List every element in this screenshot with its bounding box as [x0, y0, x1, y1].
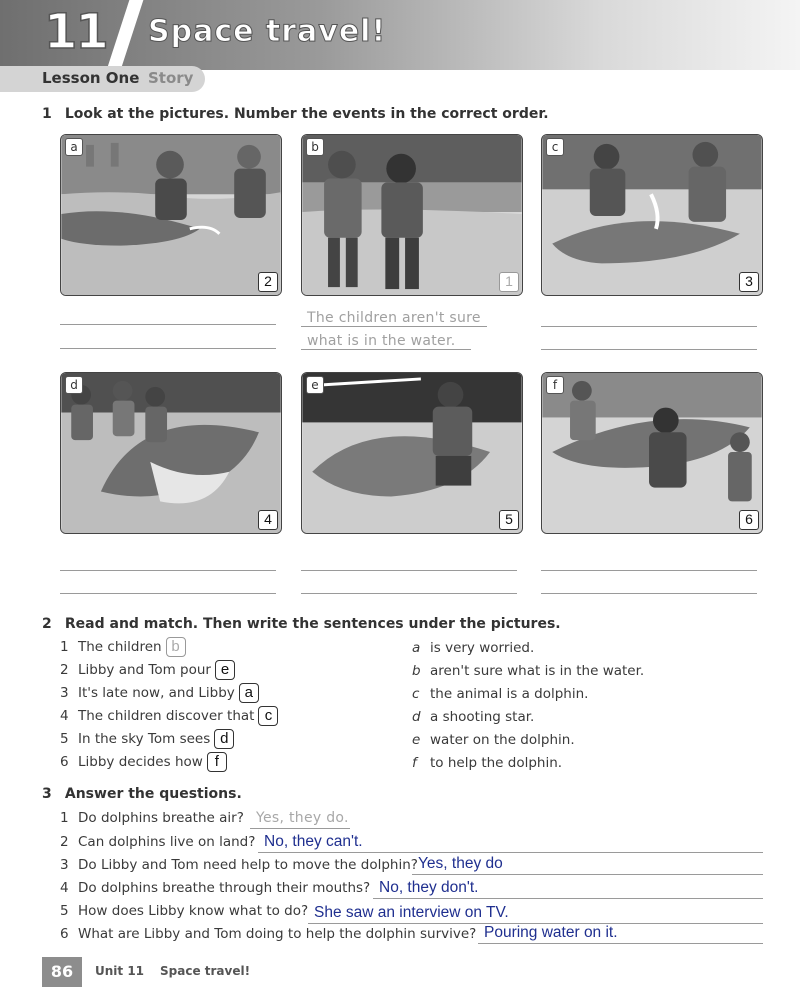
footer-unit-title: Space travel! — [160, 964, 251, 978]
picture-d — [60, 372, 282, 534]
match-start-text: Libby and Tom pour — [78, 662, 211, 678]
writing-line[interactable] — [541, 593, 757, 594]
match-answer-box[interactable]: e — [215, 660, 235, 680]
item-number: 1 — [60, 810, 69, 826]
example-sentence-line2: what is in the water. — [307, 333, 456, 349]
match-start-text: Libby decides how — [78, 754, 203, 770]
ending-text: a shooting star. — [430, 709, 535, 725]
match-start-row — [60, 728, 234, 750]
item-number: 6 — [60, 754, 69, 770]
lesson-label: Lesson One — [42, 69, 140, 87]
item-number: 2 — [60, 834, 69, 850]
match-answer-box[interactable]: c — [258, 706, 278, 726]
exercise1-instruction: Look at the pictures. Number the events in the correct order. — [64, 106, 549, 122]
exercise3-instruction: Answer the questions. — [64, 786, 242, 802]
writing-line[interactable] — [60, 348, 276, 349]
match-ending-row — [412, 752, 562, 774]
match-start-text: The children — [78, 639, 162, 655]
match-ending-row — [412, 683, 588, 705]
writing-line[interactable] — [301, 593, 517, 594]
question-row — [60, 877, 370, 899]
picture-e — [301, 372, 523, 534]
item-number: 6 — [60, 926, 69, 942]
picture-letter: d — [65, 376, 83, 394]
answer-field[interactable]: Pouring water on it. — [478, 922, 763, 944]
order-box[interactable]: 1 — [499, 272, 519, 292]
item-number: 2 — [60, 662, 69, 678]
match-ending-row — [412, 637, 534, 659]
item-number: 4 — [60, 708, 69, 724]
item-number: 3 — [60, 685, 69, 701]
ending-text: is very worried. — [430, 640, 535, 656]
question-row — [60, 831, 255, 853]
item-number: 5 — [60, 903, 69, 919]
ending-letter: f — [412, 755, 417, 771]
match-ending-row — [412, 729, 575, 751]
match-ending-row — [412, 706, 534, 728]
order-box[interactable]: 6 — [739, 510, 759, 530]
match-answer-box[interactable]: b — [166, 637, 186, 657]
order-box[interactable]: 4 — [258, 510, 278, 530]
picture-letter: b — [306, 138, 324, 156]
picture-letter: a — [65, 138, 83, 156]
ending-letter: d — [412, 709, 421, 725]
example-sentence-line1: The children aren't sure — [307, 310, 481, 326]
exercise1-heading — [42, 106, 549, 122]
picture-f — [541, 372, 763, 534]
footer-unit-label: Unit 11 — [95, 964, 145, 978]
picture-letter: e — [306, 376, 324, 394]
item-number: 3 — [60, 857, 69, 873]
picture-a — [60, 134, 282, 296]
writing-line[interactable] — [60, 570, 276, 571]
match-answer-box[interactable]: a — [239, 683, 259, 703]
question-text: Do dolphins breathe air? — [78, 810, 244, 826]
writing-line[interactable] — [541, 349, 757, 350]
exercise3-number: 3 — [42, 786, 52, 802]
match-start-text: In the sky Tom sees — [78, 731, 211, 747]
picture-e-illustration — [302, 373, 522, 533]
match-start-text: It's late now, and Libby — [78, 685, 235, 701]
writing-line[interactable] — [541, 326, 757, 327]
picture-letter: c — [546, 138, 564, 156]
order-box[interactable]: 5 — [499, 510, 519, 530]
writing-line[interactable] — [301, 349, 471, 350]
order-box[interactable]: 2 — [258, 272, 278, 292]
ending-text: the animal is a dolphin. — [430, 686, 589, 702]
match-start-row — [60, 659, 235, 681]
item-number: 1 — [60, 639, 69, 655]
answer-field[interactable]: She saw an interview on TV. — [308, 902, 763, 924]
ending-letter: c — [412, 686, 420, 702]
picture-f-illustration — [542, 373, 762, 533]
exercise2-number: 2 — [42, 616, 52, 632]
unit-number: 11 — [44, 4, 107, 60]
writing-line[interactable] — [301, 326, 487, 327]
match-start-text: The children discover that — [78, 708, 255, 724]
answer-field[interactable]: No, they don't. — [373, 877, 763, 899]
match-start-row — [60, 751, 227, 773]
picture-c — [541, 134, 763, 296]
ending-letter: b — [412, 663, 421, 679]
picture-a-illustration — [61, 135, 281, 295]
match-answer-box[interactable]: d — [214, 729, 234, 749]
ending-text: to help the dolphin. — [430, 755, 563, 771]
answer-field[interactable]: Yes, they do — [412, 853, 763, 875]
writing-line[interactable] — [301, 570, 517, 571]
unit-title: Space travel! — [148, 14, 387, 49]
picture-c-illustration — [542, 135, 762, 295]
exercise2-heading — [42, 616, 561, 632]
ending-letter: a — [412, 640, 421, 656]
picture-b-illustration — [302, 135, 522, 295]
question-text: How does Libby know what to do? — [78, 903, 309, 919]
match-answer-box[interactable]: f — [207, 752, 227, 772]
writing-line[interactable] — [60, 593, 276, 594]
question-text: Do Libby and Tom need help to move the dolphin? — [78, 857, 418, 873]
order-box[interactable]: 3 — [739, 272, 759, 292]
answer-field[interactable]: Yes, they do. — [250, 807, 350, 829]
answer-field[interactable]: No, they can't. — [258, 831, 763, 853]
ending-letter: e — [412, 732, 421, 748]
picture-b — [301, 134, 523, 296]
question-row — [60, 923, 476, 945]
match-start-row — [60, 705, 278, 727]
writing-line[interactable] — [541, 570, 757, 571]
writing-line[interactable] — [60, 324, 276, 325]
question-text: What are Libby and Tom doing to help the dolphin survive? — [78, 926, 477, 942]
question-row — [60, 900, 308, 922]
ending-text: aren't sure what is in the water. — [430, 663, 645, 679]
picture-d-illustration — [61, 373, 281, 533]
exercise3-heading — [42, 786, 242, 802]
question-row — [60, 807, 244, 829]
match-start-row — [60, 636, 186, 658]
page-number: 86 — [42, 957, 82, 987]
question-text: Do dolphins breathe through their mouths? — [78, 880, 371, 896]
question-row — [60, 854, 418, 876]
match-ending-row — [412, 660, 644, 682]
lesson-sub: Story — [148, 69, 194, 87]
ending-text: water on the dolphin. — [430, 732, 575, 748]
item-number: 5 — [60, 731, 69, 747]
exercise2-instruction: Read and match. Then write the sentences under the pictures. — [64, 616, 561, 632]
match-start-row — [60, 682, 259, 704]
picture-letter: f — [546, 376, 564, 394]
exercise1-number: 1 — [42, 106, 52, 122]
item-number: 4 — [60, 880, 69, 896]
question-text: Can dolphins live on land? — [78, 834, 256, 850]
